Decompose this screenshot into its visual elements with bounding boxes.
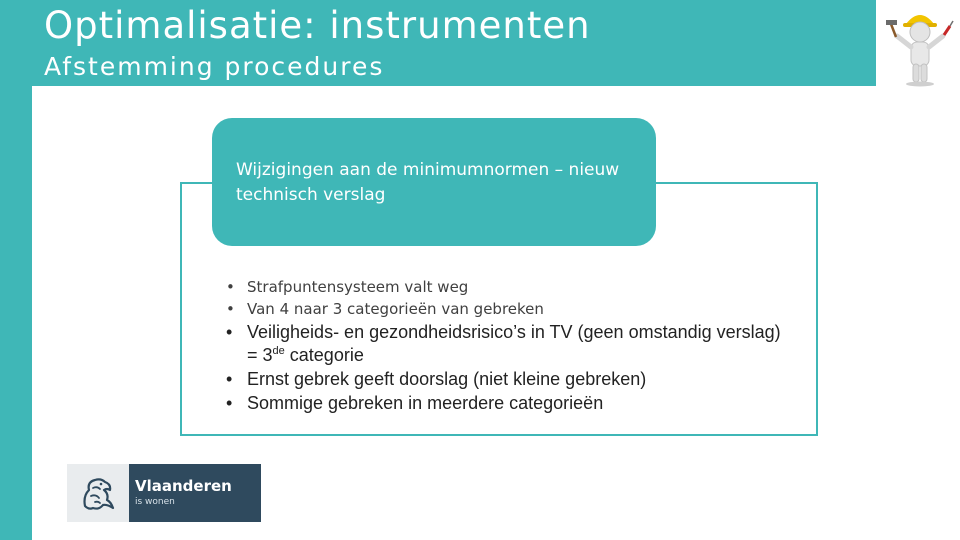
superscript: de: [272, 345, 285, 357]
slide-title: Optimalisatie: instrumenten: [44, 4, 591, 47]
bullet-dot: •: [226, 393, 233, 413]
list-item-text: Van 4 naar 3 categorieën van gebreken: [247, 300, 544, 318]
logo-icon-background: [67, 464, 129, 522]
list-item-text: categorie: [284, 345, 364, 365]
list-item-text: Strafpuntensysteem valt weg: [247, 278, 469, 296]
logo-name: Vlaanderen: [135, 477, 232, 495]
bullet-list: [226, 276, 796, 415]
list-item-text: Ernst gebrek geeft doorslag (niet kleine gebreken): [247, 369, 647, 389]
list-item: [226, 392, 796, 415]
list-item-text: Sommige gebreken in meerdere categorieën: [247, 393, 604, 413]
list-item: [226, 368, 796, 391]
bullet-dot: •: [226, 322, 233, 342]
list-item-text: Veiligheids- en gezondheidsrisico’s in TV (geen omstandig verslag) = 3: [247, 322, 781, 365]
logo-tagline: is wonen: [135, 497, 175, 507]
header-bar: [0, 0, 876, 86]
callout-box: [212, 118, 656, 246]
bullet-dot: •: [226, 300, 235, 318]
slide-subtitle: Afstemming procedures: [44, 52, 385, 81]
left-accent-strip: [0, 86, 32, 540]
list-item: [226, 298, 796, 320]
bullet-dot: •: [226, 369, 233, 389]
vlaanderen-logo: [67, 464, 261, 522]
construction-worker-icon: [884, 2, 956, 88]
bullet-dot: •: [226, 278, 235, 296]
flemish-lion-icon: [77, 472, 119, 514]
list-item: [226, 276, 796, 298]
callout-text: Wijzigingen aan de minimumnormen – nieuw technisch verslag: [236, 160, 620, 205]
list-item: [226, 321, 796, 367]
